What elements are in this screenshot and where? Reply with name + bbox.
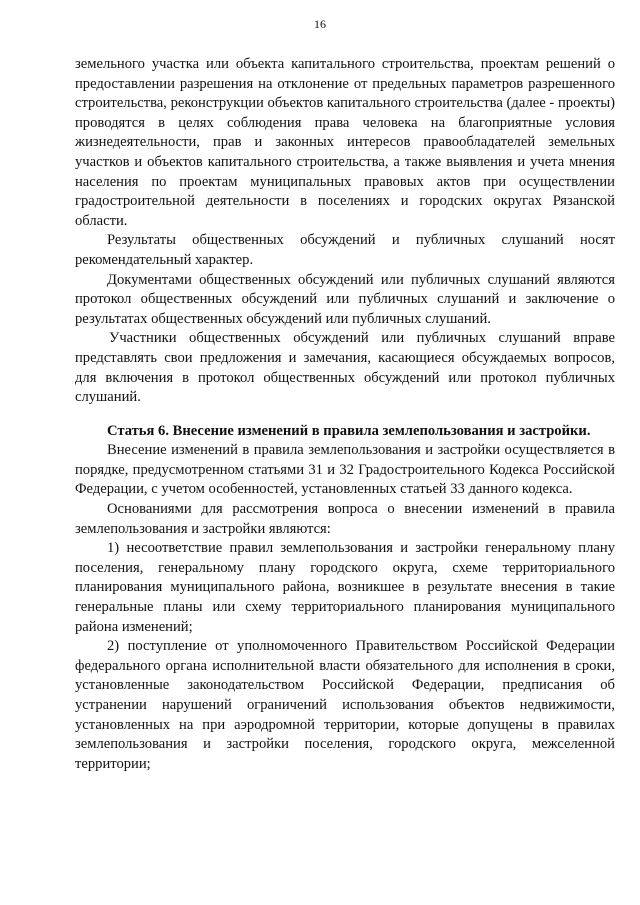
article-list-item-1: 1) несоответствие правил землепользования и застройки генеральному плану поселения, генеральному плану городского округа, схеме территориального планирования муниципального района, возникшее в результате внесения в такие генеральные планы или схему территориального планирования муниципального района изменений;	[75, 540, 615, 635]
section-gap	[75, 408, 615, 422]
paragraph-documents: Документами общественных обсуждений или публичных слушаний являются протокол общественных обсуждений или публичных слушаний и заключение о результатах общественных обсуждений или публичных слушаний.	[75, 271, 615, 327]
article-paragraph-procedure: Внесение изменений в правила землепользования и застройки осуществляется в порядке, предусмотренном статьями 31 и 32 Градостроительного Кодекса Российской Федерации, с учетом особенностей, установленных статьей 33 данного кодекса.	[75, 442, 615, 498]
document-body	[75, 55, 615, 774]
paragraph-results: Результаты общественных обсуждений и публичных слушаний носят рекомендательный характер.	[75, 232, 615, 268]
article-list-item-2: 2) поступление от уполномоченного Правительством Российской Федерации федерального органа исполнительной власти обязательного для исполнения в сроки, установленные законодательством Российской Федерации, предписания об устранении нарушений ограничений использования объектов недвижимости, установленных на при аэродромной территории, которые допущены в правилах землепользования и застройки поселения, городского округа, межселенной территории;	[75, 638, 615, 772]
paragraph-continuation: земельного участка или объекта капитального строительства, проектам решений о предоставлении разрешения на отклонение от предельных параметров разрешенного строительства, реконструкции объектов капитального строительства (далее - проекты) проводятся в целях соблюдения права человека на благоприятные условия жизнедеятельности, прав и законных интересов правообладателей земельных участков и объектов капитального строительства, а также выявления и учета мнения населения по проектам муниципальных правовых актов при осуществлении градостроительной деятельности в поселениях и городских округах Рязанской области.	[75, 56, 615, 229]
paragraph-participants: Участники общественных обсуждений или публичных слушаний вправе представлять свои предложения и замечания, касающиеся обсуждаемых вопросов, для включения в протокол общественных обсуждений или протокол публичных слушаний.	[75, 330, 615, 406]
page-number: 16	[314, 17, 326, 31]
article-paragraph-grounds: Основаниями для рассмотрения вопроса о внесении изменений в правила землепользования и застройки являются:	[75, 501, 615, 537]
article-heading: Статья 6. Внесение изменений в правила землепользования и застройки.	[107, 422, 591, 439]
